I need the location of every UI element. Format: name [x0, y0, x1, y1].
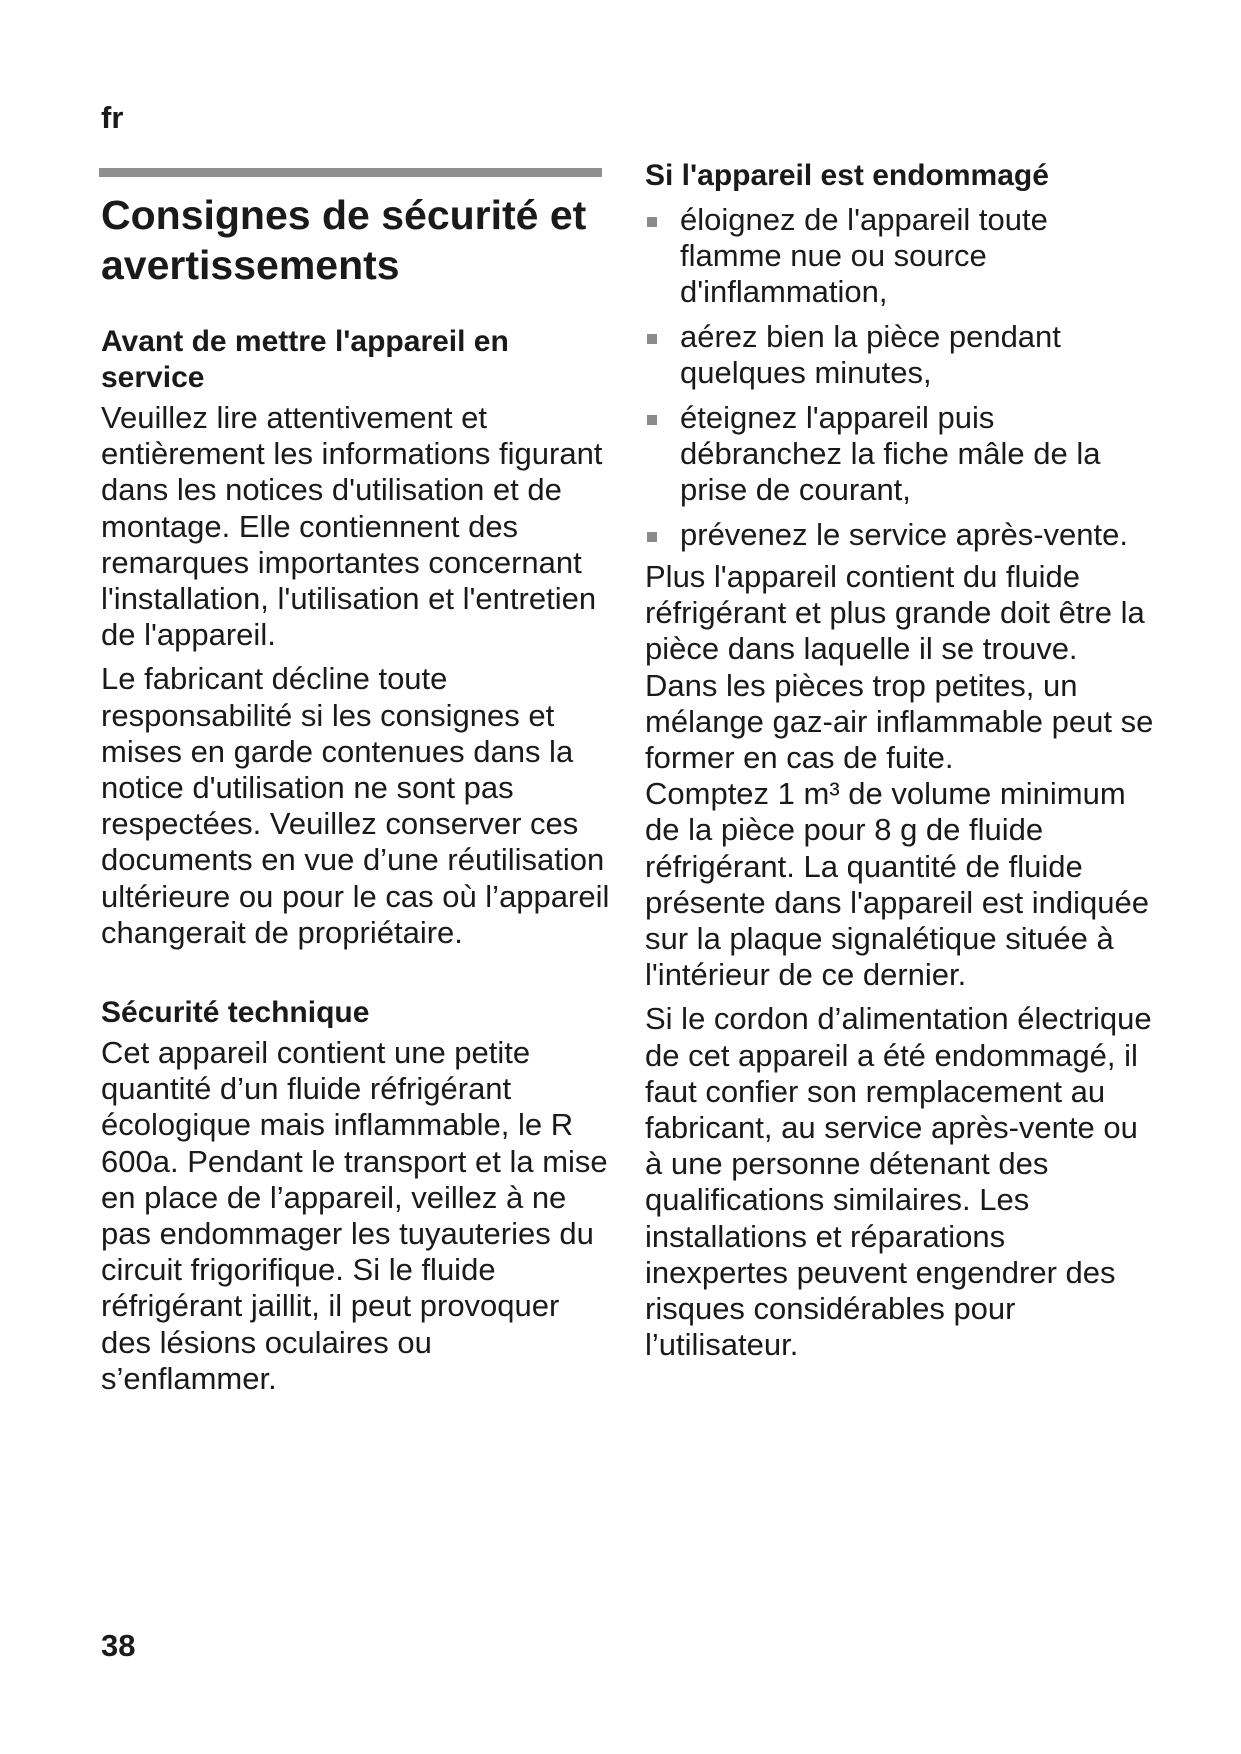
list-item-text: éloignez de l'appareil toute flamme nue ou source d'inflammation,	[680, 202, 1048, 309]
list-item-text: aérez bien la pièce pendant quelques minutes,	[680, 319, 1061, 390]
language-code: fr	[101, 100, 124, 135]
list-item	[645, 517, 1155, 553]
damage-instructions-list	[645, 202, 1155, 553]
page-title: Consignes de sécurité et avertissements	[101, 192, 587, 288]
paragraph-fluide-volume: Plus l'appareil contient du fluide réfrigérant et plus grande doit être la pièce dans laquelle il se trouve. Dans les pièces trop petites, un mélange gaz-air inflammable peut se former en cas de fuite.	[645, 559, 1154, 776]
right-column	[645, 158, 1155, 1363]
paragraph-cordon-alimentation: Si le cordon d’alimentation électrique de cet appareil a été endommagé, il faut confier son remplacement au fabricant, au service après-vente ou à une personne détenant des qualifications similaires. Les installations et réparations inexpertes peuvent engendrer des risques considérables pour l’utilisateur.	[645, 1001, 1152, 1363]
list-item-text: prévenez le service après-vente.	[680, 517, 1129, 552]
list-item	[645, 202, 1155, 310]
heading-appareil-endommage: Si l'appareil est endommagé	[645, 159, 1049, 192]
section-rule	[99, 168, 602, 177]
paragraph-fabricant: Le fabricant décline toute responsabilité si les consignes et mises en garde contenues dans la notice d'utilisation ne sont pas respectées. Veuillez conserver ces documents en vue d’une réutilisation ultérieure ou pour le cas où l’appareil changerait de propriétaire.	[101, 661, 610, 950]
page-number: 38	[101, 1628, 136, 1663]
square-bullet-icon	[647, 532, 657, 542]
list-item-text: éteignez l'appareil puis débranchez la fiche mâle de la prise de courant,	[680, 400, 1101, 507]
list-item	[645, 319, 1155, 391]
list-item	[645, 400, 1155, 508]
square-bullet-icon	[647, 415, 657, 425]
paragraph-comptez: Comptez 1 m³ de volume minimum de la pièce pour 8 g de fluide réfrigérant. La quantité de fluide présente dans l'appareil est indiquée sur la plaque signalétique située à l'intérieur de ce dernier.	[645, 776, 1149, 993]
square-bullet-icon	[647, 334, 657, 344]
paragraph-securite-technique: Cet appareil contient une petite quantité d’un fluide réfrigérant écologique mais inflammable, le R 600a. Pendant le transport et la mise en place de l’appareil, veillez à ne pas endommager les tuyauteries du circuit frigorifique. Si le fluide réfrigérant jaillit, il peut provoquer des lésions oculaires ou s’enflammer.	[101, 1035, 608, 1396]
heading-securite-technique: Sécurité technique	[101, 996, 370, 1030]
left-column	[101, 190, 611, 1397]
heading-avant-service: Avant de mettre l'appareil en service	[101, 325, 509, 394]
paragraph-lire-notices: Veuillez lire attentivement et entièrement les informations figurant dans les notices d'utilisation et de montage. Elle contiennent des remarques importantes concernant l'installation, l'utilisation et l'entretien de l'appareil.	[101, 400, 603, 653]
square-bullet-icon	[647, 217, 657, 227]
